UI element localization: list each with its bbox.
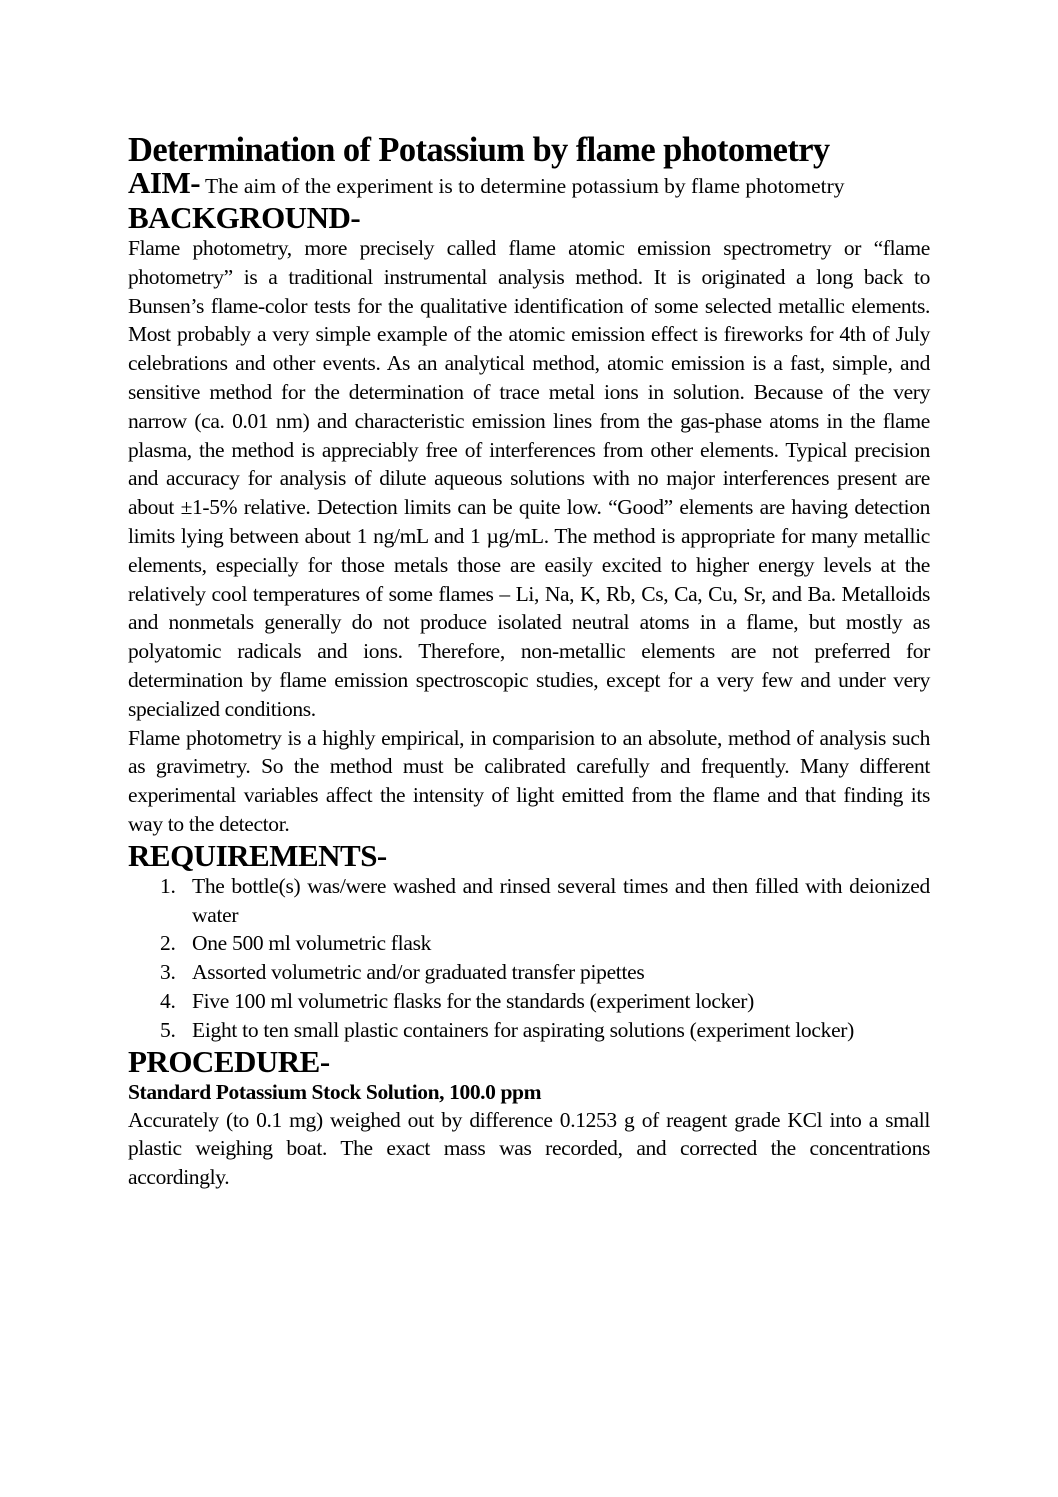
list-text: Eight to ten small plastic containers for aspirating solutions (experiment locker)	[192, 1017, 855, 1042]
background-paragraph: Flame photometry is a highly empirical, in comparision to an absolute, method of analysis such as gravimetry. So the method must be calibrated carefully and frequently. Many different experimental variables affect the intensity of light emitted from the flame and that finding its way to the detector.	[128, 725, 930, 836]
aim-section	[128, 165, 930, 201]
list-text: Five 100 ml volumetric flasks for the standards (experiment locker)	[192, 988, 755, 1013]
list-text: Assorted volumetric and/or graduated transfer pipettes	[192, 960, 645, 985]
procedure-paragraph: Accurately (to 0.1 mg) weighed out by difference 0.1253 g of reagent grade KCl into a small plastic weighing boat. The exact mass was recorded, and corrected the concentrations accordingly.	[128, 1107, 930, 1190]
requirements-heading: REQUIREMENTS-	[128, 837, 387, 873]
list-text: One 500 ml volumetric flask	[192, 931, 432, 956]
list-number: 1.	[160, 873, 176, 898]
list-number: 5.	[160, 1017, 176, 1042]
list-number: 4.	[160, 988, 176, 1013]
aim-heading: AIM-	[128, 165, 201, 200]
list-item	[128, 1016, 930, 1045]
document-page	[128, 128, 930, 1192]
list-item	[128, 872, 930, 930]
aim-text: The aim of the experiment is to determine potassium by flame photometry	[200, 174, 845, 198]
background-paragraph: Flame photometry, more precisely called flame atomic emission spectrometry or “flame photometry” is a traditional instrumental analysis method. It is originated a long back to Bunsen’s flame-color tests for the qualitative identification of some selected metallic elements. Most probably a very simple example of the atomic emission effect is fireworks for 4th of July celebrations and other events. As an analytical method, atomic emission is a fast, simple, and sensitive method for the determination of trace metal ions in solution. Because of the very narrow (ca. 0.01 nm) and characteristic emission lines from the gas-phase atoms in the flame plasma, the method is appreciably free of interferences from other elements. Typical precision and accuracy for analysis of dilute aqueous solutions with no major interferences present are about ±1-5% relative. Detection limits can be quite low. “Good” elements are having detection limits lying between about 1 ng/mL and 1 µg/mL. The method is appropriate for many metallic elements, especially for those metals those are easily excited to higher energy levels at the relatively cool temperatures of some flames – Li, Na, K, Rb, Cs, Ca, Cu, Sr, and Ba. Metalloids and nonmetals generally do not produce isolated neutral atoms in a flame, but mostly as polyatomic radicals and ions. Therefore, non-metallic elements are not preferred for determination by flame emission spectroscopic studies, except for a very few and under very specialized conditions.	[128, 236, 930, 721]
procedure-heading: PROCEDURE-	[128, 1043, 330, 1079]
list-number: 2.	[160, 931, 176, 956]
list-item	[128, 929, 930, 958]
list-text: The bottle(s) was/were washed and rinsed several times and then filled with deionized water	[192, 873, 930, 927]
list-item	[128, 987, 930, 1016]
requirements-list	[128, 872, 930, 1045]
list-item	[128, 958, 930, 987]
procedure-subheading: Standard Potassium Stock Solution, 100.0 ppm	[128, 1079, 542, 1104]
list-number: 3.	[160, 960, 176, 985]
background-heading: BACKGROUND-	[128, 200, 361, 235]
document-title: Determination of Potassium by flame photometry	[128, 131, 830, 169]
